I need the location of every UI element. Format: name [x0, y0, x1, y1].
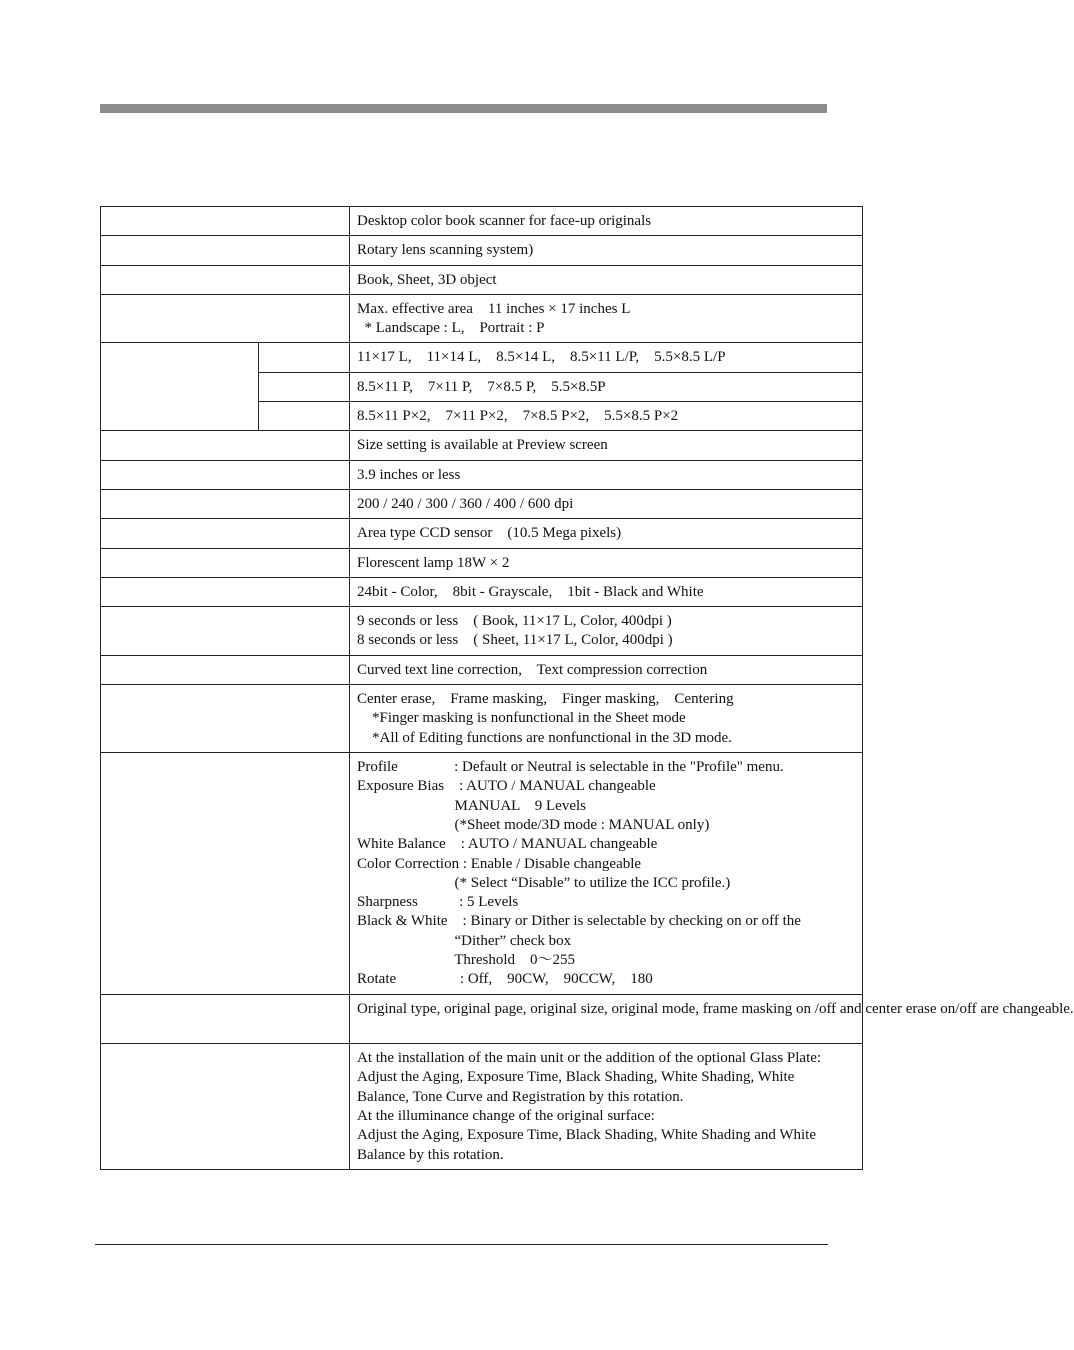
table-row — [101, 655, 863, 684]
value-cell: Curved text line correction, Text compression correction — [350, 655, 863, 684]
value-cell: Desktop color book scanner for face-up originals — [350, 207, 863, 236]
label-cell — [101, 548, 350, 577]
label-cell — [101, 431, 350, 460]
label-cell — [101, 489, 350, 518]
value-cell: Size setting is available at Preview screen — [350, 431, 863, 460]
label-cell — [101, 207, 350, 236]
header-rule — [100, 104, 827, 113]
sublabel-cell — [259, 402, 350, 431]
table-row — [101, 489, 863, 518]
table-row — [101, 548, 863, 577]
table-row — [101, 995, 863, 1044]
label-cell — [101, 753, 350, 995]
value-cell: 24bit - Color, 8bit - Grayscale, 1bit - Black and White — [350, 577, 863, 606]
table-row — [101, 294, 863, 343]
label-cell — [101, 995, 350, 1044]
table-row — [101, 460, 863, 489]
table-row — [101, 607, 863, 656]
footer-rule — [95, 1244, 828, 1245]
table-row — [101, 685, 863, 753]
label-cell — [101, 265, 350, 294]
table-row — [101, 431, 863, 460]
value-cell: At the installation of the main unit or the addition of the optional Glass Plate: Adjust the Aging, Exposure Time, Black Shading, White Shading, White Balance, Tone Curve and Registration by this rotation. At the illuminance change of the original surface: Adjust the Aging, Exposure Time, Black Shading, White Shading and White Balance by this rotation. — [350, 1044, 863, 1170]
table-row — [101, 753, 863, 995]
value-cell: Max. effective area 11 inches × 17 inches L * Landscape : L, Portrait : P — [350, 294, 863, 343]
value-cell: 8.5×11 P, 7×11 P, 7×8.5 P, 5.5×8.5P — [350, 372, 863, 401]
value-cell: 8.5×11 P×2, 7×11 P×2, 7×8.5 P×2, 5.5×8.5 P×2 — [350, 402, 863, 431]
table-row — [101, 343, 863, 372]
label-cell — [101, 1044, 350, 1170]
sublabel-cell — [259, 343, 350, 372]
table-row — [101, 265, 863, 294]
value-cell: Profile : Default or Neutral is selectable in the "Profile" menu. Exposure Bias : AUTO / MANUAL changeable MANUAL 9 Levels (*Sheet mode/3D mode : MANUAL only) White Balance : AUTO / MANUAL changeable Color Correction : Enable / Disable changeable (* Select “Disable” to utilize the ICC profile.) Sharpness : 5 Levels Black & White : Binary or Dither is selectable by checking on or off the “Dither” check box Threshold 0～255 Rotate : Off, 90CW, 90CCW, 180 — [350, 753, 863, 995]
value-cell: 11×17 L, 11×14 L, 8.5×14 L, 8.5×11 L/P, 5.5×8.5 L/P — [350, 343, 863, 372]
table-row — [101, 207, 863, 236]
label-cell — [101, 519, 350, 548]
value-cell: 200 / 240 / 300 / 360 / 400 / 600 dpi — [350, 489, 863, 518]
value-cell: Area type CCD sensor (10.5 Mega pixels) — [350, 519, 863, 548]
table-row — [101, 519, 863, 548]
value-cell: Original type, original page, original size, original mode, frame masking on /off and center erase on/off are changeable. — [350, 995, 863, 1044]
specifications-table — [100, 206, 1074, 1170]
table-row — [101, 1044, 863, 1170]
value-cell: Book, Sheet, 3D object — [350, 265, 863, 294]
label-cell — [101, 685, 350, 753]
table-row — [101, 577, 863, 606]
sublabel-cell — [259, 372, 350, 401]
value-cell: Rotary lens scanning system) — [350, 236, 863, 265]
label-cell — [101, 343, 259, 431]
label-cell — [101, 607, 350, 656]
label-cell — [101, 460, 350, 489]
value-cell: Florescent lamp 18W × 2 — [350, 548, 863, 577]
table-row — [101, 236, 863, 265]
value-cell: 9 seconds or less ( Book, 11×17 L, Color, 400dpi ) 8 seconds or less ( Sheet, 11×17 L, Color, 400dpi ) — [350, 607, 863, 656]
label-cell — [101, 294, 350, 343]
value-cell: Center erase, Frame masking, Finger masking, Centering *Finger masking is nonfunctional in the Sheet mode *All of Editing functions are nonfunctional in the 3D mode. — [350, 685, 863, 753]
value-cell: 3.9 inches or less — [350, 460, 863, 489]
label-cell — [101, 577, 350, 606]
label-cell — [101, 655, 350, 684]
label-cell — [101, 236, 350, 265]
